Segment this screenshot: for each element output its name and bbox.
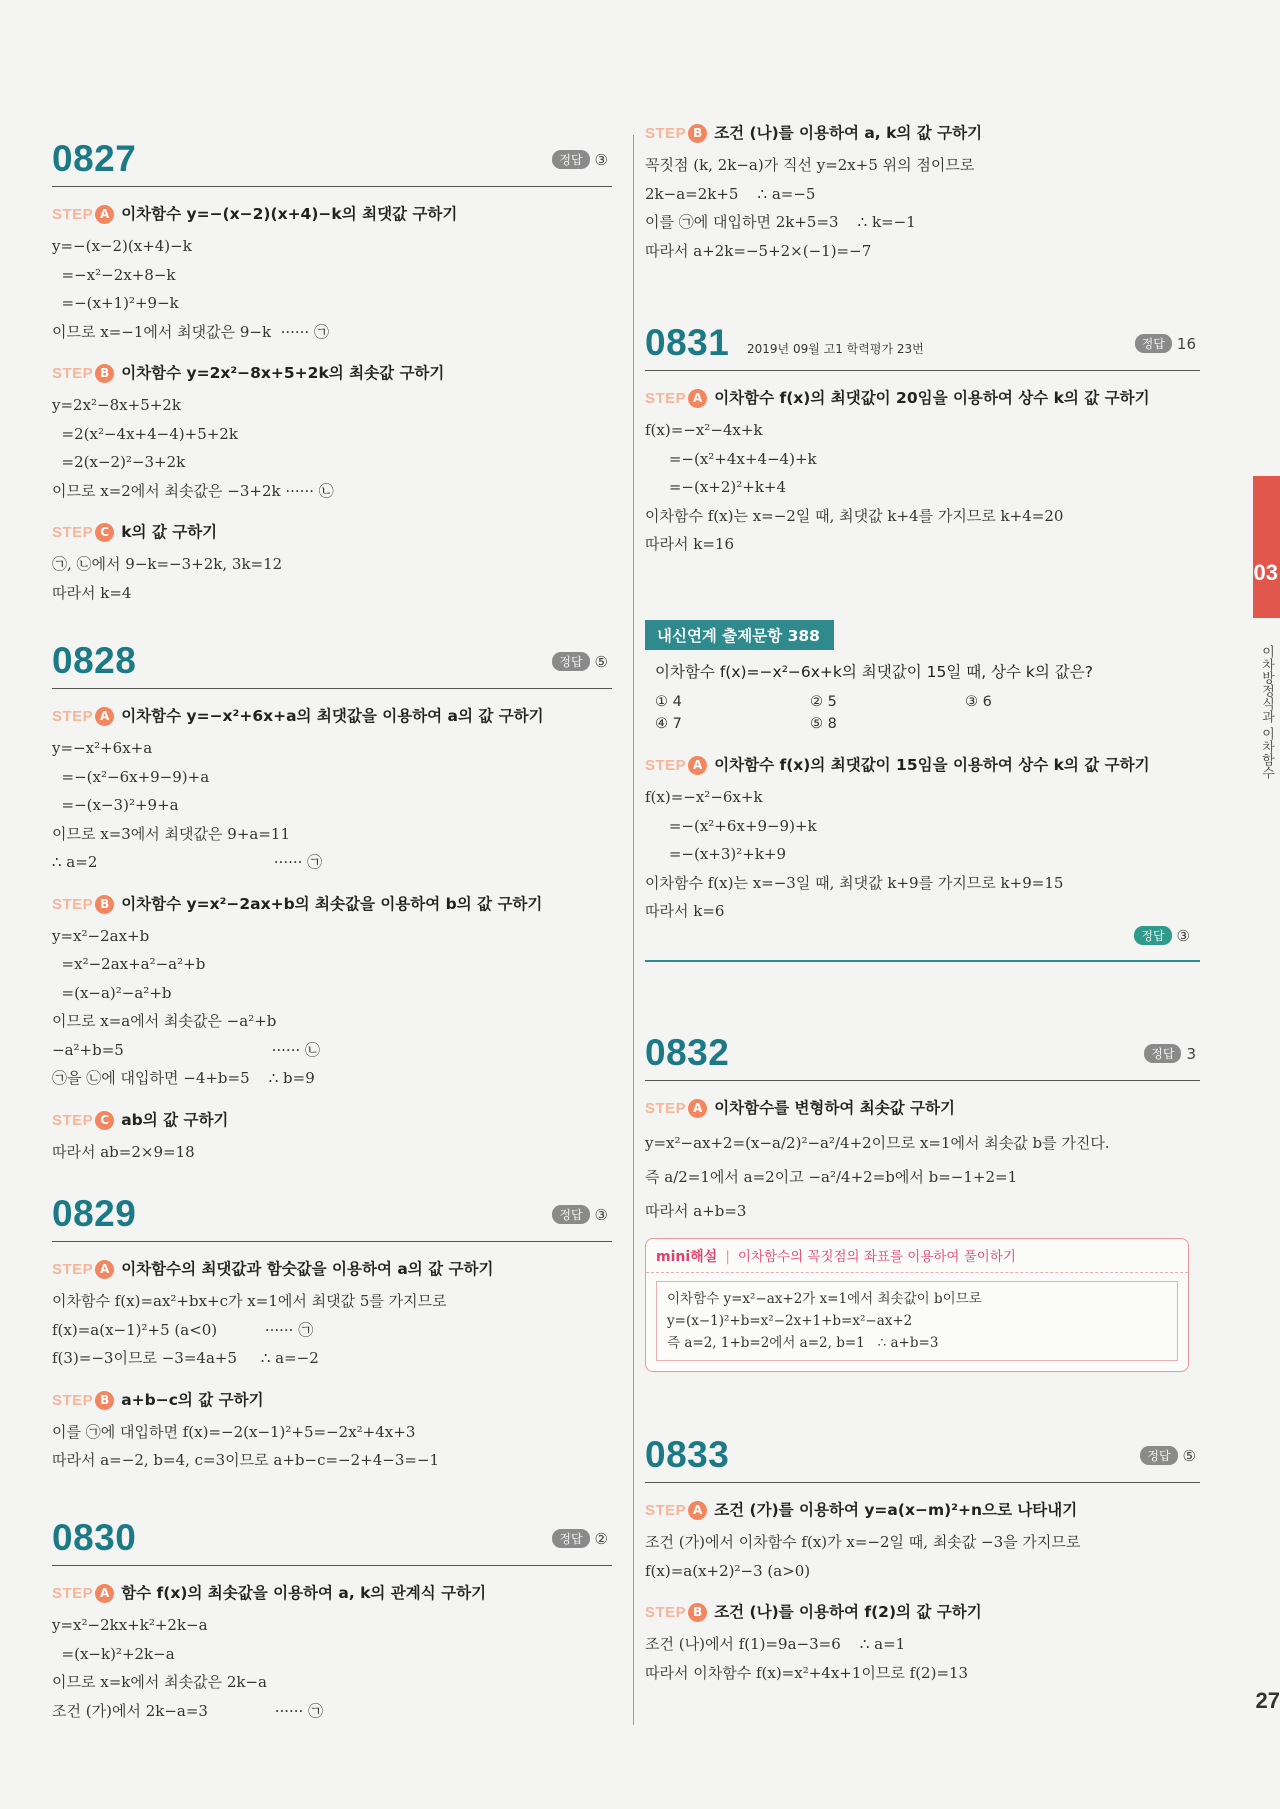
answer xyxy=(1140,1446,1196,1465)
problem-header xyxy=(52,1515,612,1566)
solution-line: =−(x+1)²+9−k xyxy=(52,294,179,312)
choice: ③ 6 xyxy=(965,694,992,710)
solution-line: =2(x−2)²−3+2k xyxy=(52,453,186,471)
step-title: 이차함수 y=x²−2ax+b의 최솟값을 이용하여 b의 값 구하기 xyxy=(121,894,543,913)
solution-line: =−(x+2)²+k+4 xyxy=(645,478,787,496)
problem-0830 xyxy=(52,1515,612,1725)
solution-line: =−(x²+6x+9−9)+k xyxy=(645,816,817,835)
problem-number: 0833 xyxy=(645,1434,730,1475)
step-letter-icon: A xyxy=(95,205,114,224)
step-heading xyxy=(52,203,612,226)
answer xyxy=(552,1205,608,1224)
solution-line: =2(x²−4x+4−4)+5+2k xyxy=(52,424,238,443)
problem-0827 xyxy=(52,136,612,607)
answer xyxy=(552,1529,608,1548)
answer-badge: 정답 xyxy=(552,150,589,169)
step-title: a+b−c의 값 구하기 xyxy=(121,1390,264,1409)
problem-number: 0832 xyxy=(645,1032,730,1073)
problem-0830-continued xyxy=(645,122,1200,265)
solution-line: f(x)=−x²−4x+k xyxy=(645,421,763,439)
step-label: STEP xyxy=(645,125,687,142)
step-letter-icon: B xyxy=(688,124,707,143)
solution-line: f(x)=a(x−1)²+5 (a<0) ······ ㉠ xyxy=(52,1320,314,1339)
step-heading xyxy=(52,1582,612,1605)
mini-line: y=(x−1)²+b=x²−2x+1+b=x²−ax+2 xyxy=(667,1313,913,1329)
solution-line: ㉠, ㉡에서 9−k=−3+2k, 3k=12 xyxy=(52,555,283,573)
step-label: STEP xyxy=(52,206,94,223)
solution-line: 이차함수 f(x)는 x=−2일 때, 최댓값 k+4를 가지므로 k+4=20 xyxy=(645,506,1064,525)
page-number: 27 xyxy=(1255,1688,1280,1713)
problem-source: 2019년 09월 고1 학력평가 23번 xyxy=(747,342,924,356)
mini-tag: mini해설 xyxy=(656,1249,718,1265)
answer-value: ③ xyxy=(1176,927,1190,945)
answer-value: ⑤ xyxy=(1182,1447,1196,1465)
step-title: 이차함수 y=−(x−2)(x+4)−k의 최댓값 구하기 xyxy=(121,205,458,223)
answer-badge: 정답 xyxy=(1134,926,1171,945)
problem-number: 0828 xyxy=(52,640,137,681)
solution-line: 조건 (가)에서 2k−a=3 ······ ㉠ xyxy=(52,1701,324,1720)
step-label: STEP xyxy=(52,524,94,541)
separator-icon: | xyxy=(725,1249,730,1265)
step-letter-icon: B xyxy=(95,1391,114,1410)
related-exam-question: 이차함수 f(x)=−x²−6x+k의 최댓값이 15일 때, 상수 k의 값은? xyxy=(655,663,1093,681)
step-letter-icon: A xyxy=(688,389,707,408)
solution-line: f(x)=a(x+2)²−3 (a>0) xyxy=(645,1561,811,1580)
step-letter-icon: A xyxy=(688,1099,707,1118)
problem-number: 0827 xyxy=(52,138,137,179)
step-label: STEP xyxy=(52,708,94,725)
step-heading xyxy=(52,521,612,544)
solution-line: =−x²−2x+8−k xyxy=(52,265,176,284)
solution-line: 이를 ㉠에 대입하면 f(x)=−2(x−1)²+5=−2x²+4x+3 xyxy=(52,1422,416,1441)
problem-header xyxy=(645,320,1200,371)
chapter-number: 03 xyxy=(1253,560,1278,585)
solution-line: y=−(x−2)(x+4)−k xyxy=(52,237,192,255)
problem-header xyxy=(645,1432,1200,1483)
mini-explanation-body xyxy=(656,1281,1178,1361)
choice: ② 5 xyxy=(810,694,837,710)
section-divider xyxy=(645,960,1200,962)
related-exam-section xyxy=(645,620,1200,945)
answer-value: 3 xyxy=(1186,1045,1196,1063)
problem-0828 xyxy=(52,638,612,1166)
solution-line: =(x−k)²+2k−a xyxy=(52,1644,175,1663)
solution-line: =(x−a)²−a²+b xyxy=(52,983,172,1002)
solution-line: 꼭짓점 (k, 2k−a)가 직선 y=2x+5 위의 점이므로 xyxy=(645,156,975,174)
solution-line: 따라서 k=16 xyxy=(645,535,734,553)
step-title: 이차함수 f(x)의 최댓값이 15임을 이용하여 상수 k의 값 구하기 xyxy=(714,756,1150,774)
related-exam-banner: 내신연계 출제문항 388 xyxy=(645,620,834,650)
solution-line: f(x)=−x²−6x+k xyxy=(645,788,763,806)
problem-header xyxy=(52,638,612,689)
problem-0832 xyxy=(645,1030,1200,1372)
step-title: 이차함수 y=2x²−8x+5+2k의 최솟값 구하기 xyxy=(121,364,445,382)
step-label: STEP xyxy=(52,895,94,913)
step-letter-icon: B xyxy=(688,1603,707,1622)
step-letter-icon: B xyxy=(95,364,114,383)
step-title: 조건 (나)를 이용하여 f(2)의 값 구하기 xyxy=(714,1603,982,1621)
solution-line: y=−x²+6x+a xyxy=(52,739,153,757)
solution-line: 이차함수 f(x)=ax²+bx+c가 x=1에서 최댓값 5를 가지므로 xyxy=(52,1292,447,1310)
answer xyxy=(552,150,608,169)
solution-lines xyxy=(645,783,1200,926)
step-heading xyxy=(52,1109,612,1132)
problem-number: 0830 xyxy=(52,1517,137,1558)
step-title: 조건 (나)를 이용하여 a, k의 값 구하기 xyxy=(714,124,983,142)
solution-line: 따라서 a+b=3 xyxy=(645,1202,747,1220)
solution-line: 따라서 ab=2×9=18 xyxy=(52,1142,195,1161)
answer-choices xyxy=(655,694,1200,732)
step-title: ab의 값 구하기 xyxy=(121,1110,229,1129)
step-title: k의 값 구하기 xyxy=(121,523,218,541)
solution-line: ∴ a=2 ······ ㉠ xyxy=(52,853,323,871)
solution-line: y=x²−ax+2=(x−a/2)²−a²/4+2이므로 x=1에서 최솟값 b를 가진다. xyxy=(645,1134,1110,1152)
step-heading xyxy=(645,754,1200,777)
step-heading xyxy=(52,1258,612,1281)
solution-line: 따라서 a+2k=−5+2×(−1)=−7 xyxy=(645,241,872,260)
choice: ⑤ 8 xyxy=(810,716,837,732)
step-heading xyxy=(52,362,612,385)
solution-lines xyxy=(645,416,1200,559)
problem-number: 0831 xyxy=(645,322,730,363)
answer-value: ③ xyxy=(594,151,608,169)
step-label: STEP xyxy=(645,1604,687,1621)
solution-line: 따라서 k=4 xyxy=(52,583,132,602)
problem-0829 xyxy=(52,1191,612,1475)
solution-line: 2k−a=2k+5 ∴ a=−5 xyxy=(645,184,816,203)
step-title: 이차함수 y=−x²+6x+a의 최댓값을 이용하여 a의 값 구하기 xyxy=(121,707,544,725)
step-letter-icon: B xyxy=(95,895,114,914)
step-heading xyxy=(52,893,612,916)
step-label: STEP xyxy=(645,390,687,407)
mini-explanation-header xyxy=(646,1239,1188,1273)
problem-header xyxy=(52,1191,612,1242)
solution-line: 이므로 x=3에서 최댓값은 9+a=11 xyxy=(52,824,290,843)
solution-line: 이므로 x=2에서 최솟값은 −3+2k ······ ㉡ xyxy=(52,481,334,500)
problem-header xyxy=(52,136,612,187)
solution-lines xyxy=(52,232,612,346)
problem-0833 xyxy=(645,1432,1200,1687)
solution-line: 즉 a/2=1에서 a=2이고 −a²/4+2=b에서 b=−1+2=1 xyxy=(645,1168,1018,1186)
step-heading xyxy=(645,122,1200,145)
solution-line: 조건 (나)에서 f(1)=9a−3=6 ∴ a=1 xyxy=(645,1635,906,1653)
step-letter-icon: A xyxy=(95,1584,114,1603)
mini-title: 이차함수의 꼭짓점의 좌표를 이용하여 풀이하기 xyxy=(737,1249,1016,1265)
answer-badge: 정답 xyxy=(552,1205,589,1224)
solution-line: 조건 (가)에서 이차함수 f(x)가 x=−2일 때, 최솟값 −3을 가지므로 xyxy=(645,1533,1081,1551)
solution-lines xyxy=(52,734,612,877)
step-label: STEP xyxy=(645,1100,687,1117)
step-label: STEP xyxy=(52,1585,94,1602)
solution-line: =−(x²+4x+4−4)+k xyxy=(645,449,817,468)
step-title: 함수 f(x)의 최솟값을 이용하여 a, k의 관계식 구하기 xyxy=(121,1584,487,1602)
answer-badge: 정답 xyxy=(552,1529,589,1548)
solution-line: 이므로 x=k에서 최솟값은 2k−a xyxy=(52,1673,267,1691)
step-label: STEP xyxy=(645,1502,687,1519)
step-heading xyxy=(645,1097,1200,1120)
solution-lines xyxy=(52,922,612,1093)
solution-lines xyxy=(52,1287,612,1373)
step-letter-icon: A xyxy=(95,707,114,726)
step-letter-icon: A xyxy=(688,1501,707,1520)
step-heading xyxy=(645,1601,1200,1624)
solution-lines xyxy=(645,1528,1200,1585)
answer-badge: 정답 xyxy=(1135,334,1172,353)
chapter-tab xyxy=(1253,476,1280,618)
answer-badge: 정답 xyxy=(1144,1044,1181,1063)
step-label: STEP xyxy=(52,1261,94,1278)
answer xyxy=(1144,1044,1196,1063)
solution-line: 이차함수 f(x)는 x=−3일 때, 최댓값 k+9를 가지므로 k+9=15 xyxy=(645,873,1064,892)
solution-lines xyxy=(52,1611,612,1725)
solution-line: y=2x²−8x+5+2k xyxy=(52,396,181,414)
solution-line: 따라서 이차함수 f(x)=x²+4x+1이므로 f(2)=13 xyxy=(645,1663,969,1682)
solution-lines xyxy=(52,391,612,505)
choice: ① 4 xyxy=(655,694,682,710)
related-exam-answer xyxy=(1134,926,1190,945)
step-title: 조건 (가)를 이용하여 y=a(x−m)²+n으로 나타내기 xyxy=(714,1501,1078,1519)
answer-value: ⑤ xyxy=(594,653,608,671)
step-label: STEP xyxy=(52,1391,94,1409)
answer-value: 16 xyxy=(1176,335,1196,353)
answer-value: ③ xyxy=(594,1206,608,1224)
answer-badge: 정답 xyxy=(1140,1446,1177,1465)
solution-line: y=x²−2kx+k²+2k−a xyxy=(52,1616,208,1634)
step-title: 이차함수를 변형하여 최솟값 구하기 xyxy=(714,1099,955,1117)
problem-header xyxy=(645,1030,1200,1081)
step-heading xyxy=(52,705,612,728)
step-label: STEP xyxy=(645,757,687,774)
solution-lines xyxy=(52,550,612,607)
solution-line: 따라서 k=6 xyxy=(645,902,725,920)
step-letter-icon: C xyxy=(95,523,114,542)
step-heading xyxy=(645,1499,1200,1522)
mini-explanation-box xyxy=(645,1238,1189,1372)
step-letter-icon: A xyxy=(95,1260,114,1279)
step-label: STEP xyxy=(52,365,94,382)
solution-line: 이를 ㉠에 대입하면 2k+5=3 ∴ k=−1 xyxy=(645,213,916,231)
problem-number: 0829 xyxy=(52,1193,137,1234)
solution-lines xyxy=(645,1630,1200,1687)
solution-line: ㉠을 ㉡에 대입하면 −4+b=5 ∴ b=9 xyxy=(52,1069,315,1087)
solution-lines xyxy=(52,1418,612,1475)
solution-line: =−(x+3)²+k+9 xyxy=(645,845,787,863)
step-title: 이차함수의 최댓값과 함숫값을 이용하여 a의 값 구하기 xyxy=(121,1260,494,1278)
answer xyxy=(1135,334,1196,353)
solution-line: 이므로 x=−1에서 최댓값은 9−k ······ ㉠ xyxy=(52,322,329,341)
answer xyxy=(552,652,608,671)
mini-line: 즉 a=2, 1+b=2에서 a=2, b=1 ∴ a+b=3 xyxy=(667,1335,939,1351)
step-label: STEP xyxy=(52,1111,94,1129)
solution-lines xyxy=(645,151,1200,265)
solution-line: =−(x−3)²+9+a xyxy=(52,796,179,814)
problem-0831 xyxy=(645,320,1200,559)
solution-line: −a²+b=5 ······ ㉡ xyxy=(52,1040,320,1059)
solution-line: f(3)=−3이므로 −3=4a+5 ∴ a=−2 xyxy=(52,1349,319,1367)
step-heading xyxy=(645,387,1200,410)
solution-line: y=x²−2ax+b xyxy=(52,926,150,945)
answer-value: ② xyxy=(594,1530,608,1548)
chapter-title: 이차방정식과 이차함수 xyxy=(1259,645,1274,780)
column-divider xyxy=(633,135,634,1725)
step-letter-icon: C xyxy=(95,1111,114,1130)
answer-badge: 정답 xyxy=(552,652,589,671)
mini-line: 이차함수 y=x²−ax+2가 x=1에서 최솟값이 b이므로 xyxy=(667,1291,982,1307)
solution-lines xyxy=(645,1126,1200,1228)
solution-line: 이므로 x=a에서 최솟값은 −a²+b xyxy=(52,1012,277,1030)
solution-line: 따라서 a=−2, b=4, c=3이므로 a+b−c=−2+4−3=−1 xyxy=(52,1451,440,1469)
step-letter-icon: A xyxy=(688,756,707,775)
step-title: 이차함수 f(x)의 최댓값이 20임을 이용하여 상수 k의 값 구하기 xyxy=(714,389,1150,407)
solution-lines xyxy=(52,1138,612,1167)
choice: ④ 7 xyxy=(655,716,682,732)
solution-line: =−(x²−6x+9−9)+a xyxy=(52,767,210,786)
step-heading xyxy=(52,1389,612,1412)
solution-line: =x²−2ax+a²−a²+b xyxy=(52,955,206,973)
